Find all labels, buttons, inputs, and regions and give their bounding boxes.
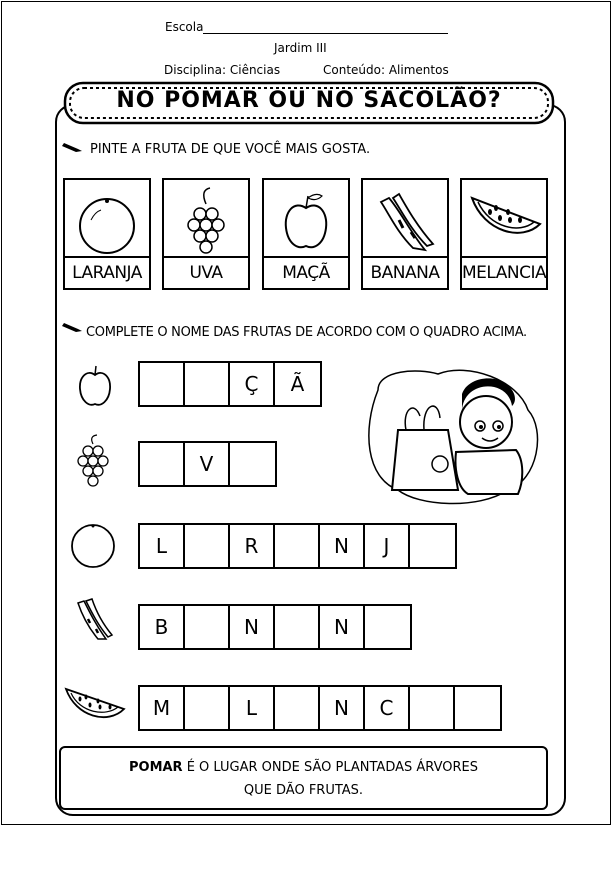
boy-with-groceries-illustration — [358, 360, 548, 510]
letter-box[interactable]: N — [320, 687, 365, 729]
letter-box[interactable]: J — [365, 525, 410, 567]
word-row-watermelon — [138, 685, 502, 731]
letter-box[interactable]: N — [230, 606, 275, 648]
letter-box[interactable]: L — [140, 525, 185, 567]
letter-box[interactable] — [185, 606, 230, 648]
letter-box[interactable] — [410, 687, 455, 729]
letter-box[interactable] — [230, 443, 275, 485]
fruit-label: BANANA — [363, 256, 447, 288]
letter-box[interactable]: N — [320, 606, 365, 648]
discipline-label: Disciplina: Ciências — [164, 63, 281, 77]
letter-box[interactable]: L — [230, 687, 275, 729]
class-label: Jardim III — [274, 41, 327, 55]
letter-box[interactable]: Ã — [290, 372, 305, 396]
word-row-orange — [138, 523, 457, 569]
pencil-icon — [62, 319, 84, 333]
definition-line-2: QUE DÃO FRUTAS. — [243, 783, 364, 798]
definition-line-1 — [61, 756, 546, 779]
letter-box[interactable]: M — [140, 687, 185, 729]
word-row-banana — [138, 604, 412, 650]
instruction-paint: PINTE A FRUTA DE QUE VOCÊ MAIS GOSTA. — [90, 142, 371, 157]
fruit-label: MAÇÃ — [264, 256, 348, 288]
letter-box[interactable] — [275, 687, 320, 729]
apple-icon — [75, 361, 115, 411]
page-title: NO POMAR OU NO SACOLÃO? — [116, 88, 502, 113]
banana-icon — [363, 184, 447, 262]
letter-box[interactable] — [185, 363, 230, 405]
letter-box[interactable] — [410, 525, 455, 567]
letter-box[interactable] — [275, 525, 320, 567]
letter-box[interactable] — [140, 363, 185, 405]
letter-box[interactable] — [365, 606, 410, 648]
fruit-card-grapes[interactable] — [162, 178, 250, 290]
pomar-definition-box — [59, 746, 548, 810]
fruit-card-watermelon[interactable] — [460, 178, 548, 290]
letter-box[interactable] — [185, 525, 230, 567]
definition-text: É O LUGAR ONDE SÃO PLANTADAS ÁRVORES — [182, 760, 478, 775]
fruit-label: UVA — [164, 256, 248, 288]
school-line — [165, 20, 448, 34]
watermelon-icon — [462, 184, 546, 262]
content-label: Conteúdo: Alimentos — [323, 63, 449, 77]
letter-box[interactable]: V — [185, 443, 230, 485]
letter-box[interactable] — [275, 606, 320, 648]
watermelon-icon — [62, 683, 128, 727]
letter-box[interactable] — [140, 443, 185, 485]
letter-box[interactable]: B — [140, 606, 185, 648]
letter-box[interactable]: N — [320, 525, 365, 567]
banana-icon — [72, 597, 116, 645]
letter-box[interactable]: Ç — [230, 363, 275, 405]
orange-icon — [68, 520, 120, 570]
letter-box[interactable] — [185, 687, 230, 729]
word-row-apple — [138, 361, 322, 407]
letter-box[interactable]: R — [230, 525, 275, 567]
school-blank[interactable] — [203, 33, 448, 34]
instruction-complete: COMPLETE O NOME DAS FRUTAS DE ACORDO COM O QUADRO ACIMA. — [86, 325, 527, 340]
school-label: Escola — [165, 20, 204, 34]
pencil-icon — [62, 139, 84, 153]
apple-icon — [264, 184, 348, 262]
word-row-grapes — [138, 441, 277, 487]
fruit-card-apple[interactable] — [262, 178, 350, 290]
fruit-label: MELANCIA — [462, 256, 546, 288]
letter-box[interactable] — [455, 687, 500, 729]
definition-bold-term: POMAR — [128, 760, 183, 775]
fruit-label: LARANJA — [65, 256, 149, 288]
grapes-icon — [75, 434, 111, 490]
orange-icon — [65, 184, 149, 262]
letter-box[interactable]: C — [365, 687, 410, 729]
grapes-icon — [164, 184, 248, 262]
fruit-card-orange[interactable] — [63, 178, 151, 290]
fruit-card-banana[interactable] — [361, 178, 449, 290]
